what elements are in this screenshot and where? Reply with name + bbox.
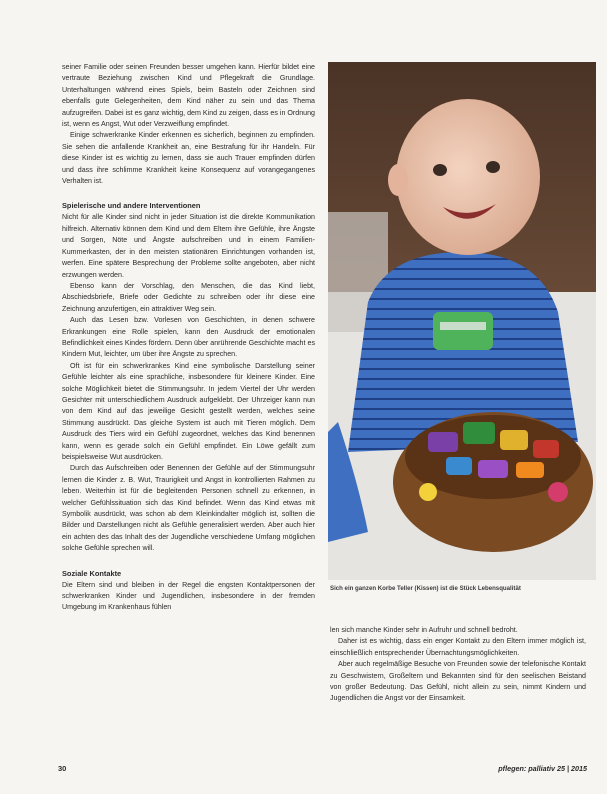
paragraph: Oft ist für ein schwerkrankes Kind eine symbolische Darstellung seiner Gefühle leichter als eine sprachliche, insbesondere für kleinere Kinder. Eine solche Möglichkeit bietet die Stimmungsuhr. In jedem Viertel der Uhr werden Gesichter mit unterschiedlichem Ausdruck aufgeklebt. Der Uhrzeiger kann nun von dem Kind auf das jeweilige Gesicht gestellt werden, welches seine Stimmung ausdrückt. Das gleiche System ist auch mit Tieren möglich. Dem Ausdruck des Tiers wird ein Gefühl zugeordnet, welches das Kind benennen kann, wenn es gerade solch ein Gefühl empfindet. Ein Löwe gefällt zum beispielsweise Wut ausdrücken.: [62, 361, 315, 461]
photo-caption: Sich ein ganzen Korbe Teller (Kissen) ist die Stück Lebensqualität: [330, 585, 521, 592]
magazine-name: pflegen: palliativ 25 | 2015: [498, 764, 587, 773]
right-text-column: [330, 625, 586, 705]
paragraph: Auch das Lesen bzw. Vorlesen von Geschichten, in denen schwere Erkrankungen eine Rolle spielen, kann den Ausdruck der emotionalen Befindlichkeit eines Kindes fördern. Denn über anrührende Geschichte macht es Kindern Mut, leichter, um über ihre Ängste zu sprechen.: [62, 316, 315, 359]
paragraph: Nicht für alle Kinder sind nicht in jeder Situation ist die direkte Kommunikation hilfreich. Alternativ können dem Kind und dem Eltern ihre Gefühle, ihre Ängste und Sorgen, Nöte und Ängste aufschreiben und in einem Familien-Kummerkasten, der in den meisten stationären Einrichtungen vorhanden ist, werfen. Eine spätere Besprechung der Probleme sollte angeboten, aber nicht erzwungen werden.: [62, 213, 315, 279]
paragraph: Einige schwerkranke Kinder erkennen es sicherlich, beginnen zu empfinden. Sie sehen die anfallende Krankheit an, eine Bestrafung für ihr Handeln. Für diese Kinder ist es wichtig zu lernen, dass sie auch Trauer empfinden dürfen und dass ihre schlimme Krankheit keine Konsequenz auf vorangegangenes Verhalten ist.: [62, 131, 315, 186]
child-photo: [328, 62, 596, 580]
paragraph: seiner Familie oder seinen Freunden besser umgehen kann. Hierfür bildet eine vertraute Beziehung zwischen Kind und Pflegekraft die Grundlage. Unterhaltungen während eines Spiels, beim Basteln oder Zeichnen sind ebenfalls gute Gelegenheiten, dem Kind näher zu sein und das Thema aufzugreifen. Dabei ist es ganz wichtig, dem Kind zu zeigen, dass es in Ordnung ist, wenn es Angst, Wut oder Verzweiflung empfindet.: [62, 63, 315, 129]
paragraph: Ebenso kann der Vorschlag, den Menschen, die das Kind liebt, Abschiedsbriefe, Briefe oder Gedichte zu schreiben oder ihr diese eine Zeichnung anzufertigen, ein attraktiver Weg sein.: [62, 281, 315, 313]
paragraph: Die Eltern sind und bleiben in der Regel die engsten Kontaktpersonen der schwerkranken Kinder und Jugendlichen, insbesondere in der fremden Umgebung im Krankenhaus fühlen: [62, 580, 315, 612]
page-number: 30: [58, 764, 67, 773]
section-heading: Spielerische und andere Interventionen: [62, 201, 201, 211]
paragraph: Daher ist es wichtig, dass ein enger Kontakt zu den Eltern immer möglich ist, einschließlich entsprechender Übernachtungsmöglichkeiten.: [330, 637, 586, 657]
paragraph: len sich manche Kinder sehr in Aufruhr und schnell bedroht.: [330, 626, 518, 634]
left-text-column: [62, 62, 315, 614]
paragraph: Aber auch regelmäßige Besuche von Freunden sowie der telefonische Kontakt zu Geschwistern, Großeltern und Bekannten sind für den seelischen Beistand von großer Bedeutung. Das Gefühl, nicht allein zu sein, nimmt Kindern und Jugendlichen die Angst vor der Einsamkeit.: [330, 660, 586, 703]
section-heading: Soziale Kontakte: [62, 568, 122, 578]
paragraph: Durch das Aufschreiben oder Benennen der Gefühle auf der Stimmungsuhr lernen die Kinder z. B. Wut, Traurigkeit und Angst in kontrollierten Rahmen zu leben. Weiterhin ist für die begleitenden Personen schnell zu erkennen, in welcher Gefühlssituation sich das Kind befindet. Wenn das Kind etwas mit Symbolik ausdrückt, was schon ab dem Kleinkindalter möglich ist, sollten die Bilder und Darstellungen nicht als Gefühle generalisiert werden. Aber auch hier ein achten des das Inhalt des der Jugendliche verschiedene Umfang möglichen solche Gefühle sprechen will.: [62, 464, 315, 553]
child-photo-illustration: [328, 62, 596, 580]
